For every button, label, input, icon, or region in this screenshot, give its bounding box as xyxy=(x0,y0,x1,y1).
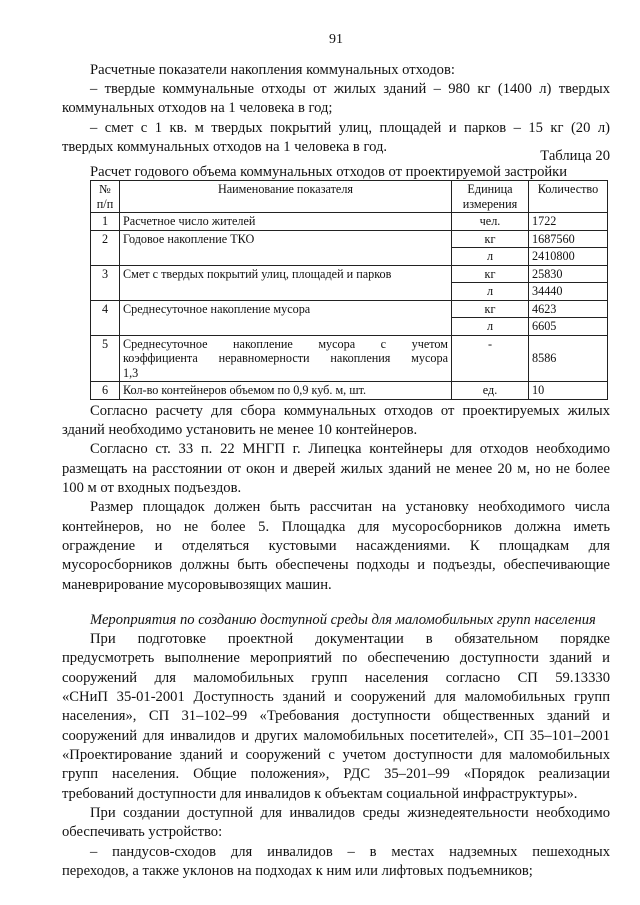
row-name: Кол-во контейнеров объемом по 0,9 куб. м, шт. xyxy=(120,382,452,400)
row-quantity: 10 xyxy=(529,382,608,400)
row-quantity: 1687560 xyxy=(529,230,608,248)
section-title: Мероприятия по созданию доступной среды для маломобильных групп населения xyxy=(90,612,596,628)
table-row xyxy=(91,230,608,248)
header-number: № п/п xyxy=(91,181,120,213)
para2-line2: размещать на расстоянии от окон и дверей жилых зданий не менее 20 м, но не более xyxy=(62,461,610,477)
row-number: 1 xyxy=(91,213,120,231)
para5-line1: При создании доступной для инвалидов среды жизнедеятельности необходимо xyxy=(90,805,610,821)
row-unit: кг xyxy=(452,230,529,248)
table-row xyxy=(91,300,608,318)
para4-line1: При подготовке проектной документации в обязательном порядке xyxy=(90,631,610,647)
header-name: Наименование показателя xyxy=(120,181,452,213)
table-row xyxy=(91,265,608,283)
intro-item1-line2: коммунальных отходов на 1 человека в год; xyxy=(62,100,333,116)
para4-line9: требований доступности для инвалидов к объектам социальной инфраструктуры». xyxy=(62,786,578,802)
para1-line1: Согласно расчету для сбора коммунальных отходов от проектируемых жилых xyxy=(90,403,610,419)
intro-item1-line1: – твердые коммунальные отходы от жилых зданий – 980 кг (1400 л) твердых xyxy=(90,81,610,97)
table-row xyxy=(91,382,608,400)
table-row xyxy=(91,335,608,382)
para4-line4: «СНиП 35-01-2001 Доступность зданий и сооружений для маломобильных групп xyxy=(62,689,610,705)
para3-line5: маневрирование мусоровывозящих машин. xyxy=(62,577,332,593)
para2-line1: Согласно ст. 33 п. 22 МНГП г. Липецка контейнеры для отходов необходимо xyxy=(90,441,610,457)
header-unit: Единица измерения xyxy=(452,181,529,213)
row-unit: л xyxy=(452,318,529,336)
para4-line7: «Проектирование зданий и сооружений с учетом доступности для маломобильных xyxy=(62,747,610,763)
row-quantity: 25830 xyxy=(529,265,608,283)
row-unit: л xyxy=(452,248,529,266)
row-name: Среднесуточное накопление мусора с учетом коэффициента неравномерности накопления мусора 1,3 xyxy=(120,335,452,382)
para3-line3: ограждение и отделяться кустовыми насаждениями. К площадкам для xyxy=(62,538,610,554)
para4-line3: сооружений для маломобильных групп населения согласно СП 59.13330 xyxy=(62,670,610,686)
table-caption: Расчет годового объема коммунальных отходов от проектируемой застройки xyxy=(90,164,568,180)
para3-line1: Размер площадок должен быть рассчитан на установку необходимого числа xyxy=(90,499,610,515)
para3-line2: контейнеров, но не более 5. Площадка для мусоросборников должна иметь xyxy=(62,519,610,535)
header-quantity: Количество xyxy=(529,181,608,213)
intro-item2-line2: твердых коммунальных отходов на 1 человека в год. xyxy=(62,139,388,155)
intro-item2-line1: – смет с 1 кв. м твердых покрытий улиц, площадей и парков – 15 кг (20 л) xyxy=(90,120,610,136)
row-quantity: 1722 xyxy=(529,213,608,231)
row-unit: кг xyxy=(452,265,529,283)
row-number: 6 xyxy=(91,382,120,400)
row-quantity: 8586 xyxy=(529,335,608,382)
para4-line6: сооружений для инвалидов и других маломобильных посетителей», СП 35–101–2001 xyxy=(62,728,610,744)
row-name: Годовое накопление ТКО xyxy=(120,230,452,265)
row-number: 5 xyxy=(91,335,120,382)
row-quantity: 34440 xyxy=(529,283,608,301)
table-row xyxy=(91,213,608,231)
row-unit: чел. xyxy=(452,213,529,231)
table-label: Таблица 20 xyxy=(540,148,610,164)
row-number: 4 xyxy=(91,300,120,335)
row-unit: л xyxy=(452,283,529,301)
intro-heading: Расчетные показатели накопления коммунальных отходов: xyxy=(90,62,455,78)
table-header-row xyxy=(91,181,608,213)
row-unit: кг xyxy=(452,300,529,318)
para4-line8: групп населения. Общие положения», РДС 35–201–99 «Порядок реализации xyxy=(62,766,610,782)
para2-line3: 100 м от входных подъездов. xyxy=(62,480,242,496)
para4-line2: предусмотреть выполнение мероприятий по обеспечению доступности зданий и xyxy=(62,650,610,666)
para1-line2: зданий необходимо установить не менее 10 контейнеров. xyxy=(62,422,418,438)
para5-line2: обеспечивать устройство: xyxy=(62,824,223,840)
row-quantity: 4623 xyxy=(529,300,608,318)
row-unit: ед. xyxy=(452,382,529,400)
para6-line1: – пандусов-сходов для инвалидов – в местах надземных пешеходных xyxy=(90,844,610,860)
row-number: 2 xyxy=(91,230,120,265)
row-quantity: 2410800 xyxy=(529,248,608,266)
row-name: Расчетное число жителей xyxy=(120,213,452,231)
page-number: 91 xyxy=(329,32,343,47)
row-unit: - xyxy=(452,335,529,382)
row-quantity: 6605 xyxy=(529,318,608,336)
para3-line4: мусоросборников должны быть обеспечены подходы и подъезды, обеспечивающие xyxy=(62,557,610,573)
row-name: Смет с твердых покрытий улиц, площадей и парков xyxy=(120,265,452,300)
waste-volume-table xyxy=(90,180,608,400)
para6-line2: переходов, а также уклонов на подходах к ним или лифтовых подъемников; xyxy=(62,863,533,879)
row-number: 3 xyxy=(91,265,120,300)
para4-line5: населения», СП 31–102–99 «Требования доступности общественных зданий и xyxy=(62,708,610,724)
row-name: Среднесуточное накопление мусора xyxy=(120,300,452,335)
